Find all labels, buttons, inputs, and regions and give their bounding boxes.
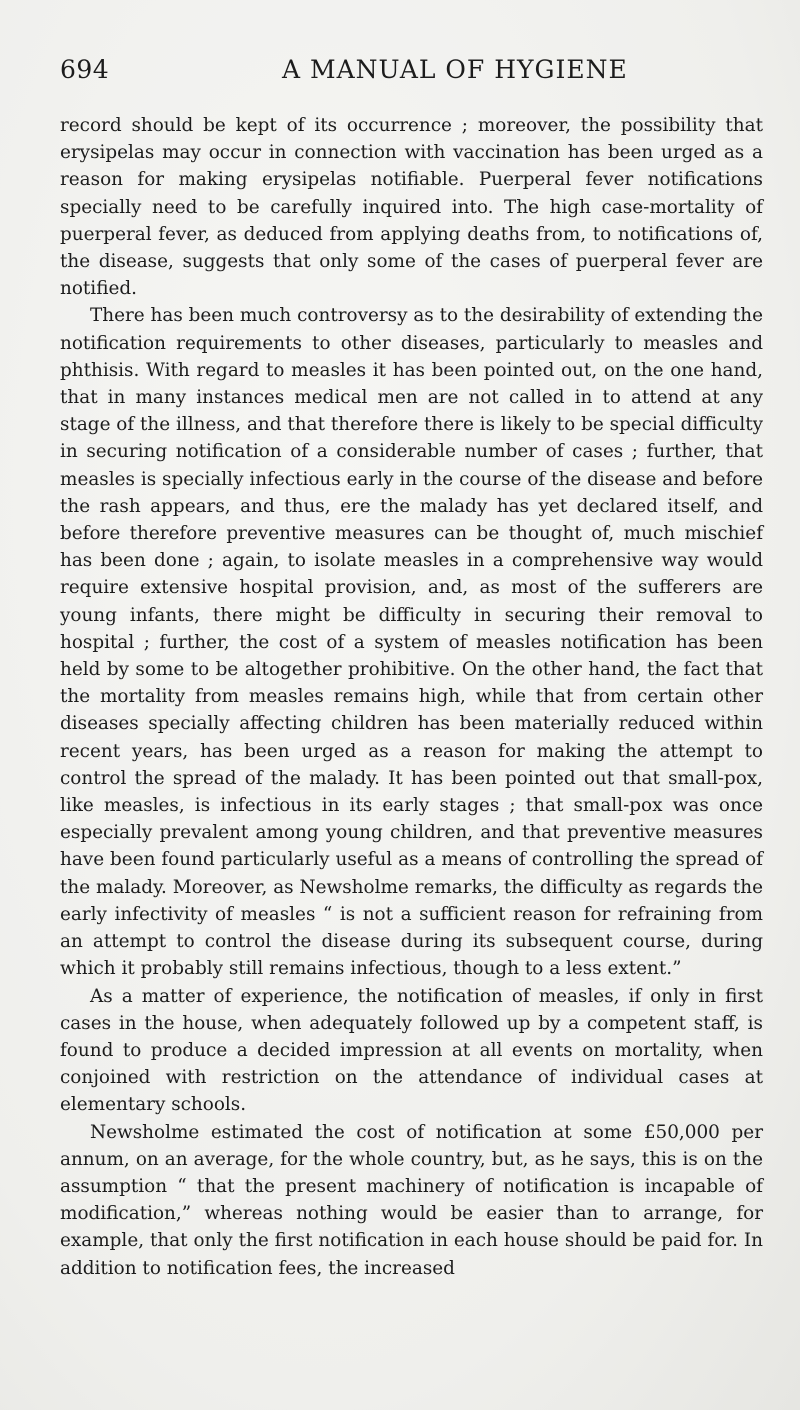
paragraph-experience: As a matter of experience, the notification of measles, if only in first cases in the house, when adequately followed up by a competent staff, is found to produce a decided impression at all events on mortality, when conjoined with restriction on the attendance of individual cases at elementary schools. (60, 985, 763, 1116)
page-header (60, 55, 740, 95)
paragraph-notification-controversy: There has been much controversy as to the desirability of extending the notification requirements to other diseases, particularly to measles and phthisis. With regard to measles it has been pointed out, on the one hand, that in many instances medical men are not called in to attend at any stage of the illness, and that therefore there is likely to be special difficulty in securing notification of a considerable number of cases ; further, that measles is specially infectious early in the course of the disease and before the rash appears, and thus, ere the malady has yet declared itself, and before therefore preventive measures can be thought of, much mischief has been done ; again, to isolate measles in a comprehensive way would require extensive hospital provision, and, as most of the sufferers are young infants, there might be difficulty in securing their removal to hospital ; further, the cost of a system of measles notification has been held by some to be altogether prohibitive. On the other hand, the fact that the mortality from measles remains high, while that from certain other diseases specially affecting children has been materially reduced within recent years, has been urged as a reason for making the attempt to control the spread of the malady. It has been pointed out that small-pox, like measles, is infectious in its early stages ; that small-pox was once especially prevalent among young children, and that preventive measures have been found particularly useful as a means of controlling the spread of the malady. Moreover, as Newsholme remarks, the difficulty as regards the early infectivity of measles “ is not a sufficient reason for refraining from an attempt to control the disease during its subsequent course, during which it probably still remains infectious, though to a less extent.” (60, 305, 763, 980)
paragraph-continuation: record should be kept of its occurrence ; moreover, the possibility that erysipelas may occur in connection with vaccination has been urged as a reason for making erysipelas notifiable. Puerperal fever notifications specially need to be carefully inquired into. The high case-mortality of puerperal fever, as deduced from applying deaths from, to notifications of, the disease, suggests that only some of the cases of puerperal fever are notified. (60, 115, 763, 300)
page-number: 694 (60, 55, 110, 84)
paragraph-cost-estimate: Newsholme estimated the cost of notification at some £50,000 per annum, on an average, for the whole country, but, as he says, this is on the assumption “ that the present machinery of notification is incapable of modification,” whereas nothing would be easier than to arrange, for example, that only the first notification in each house should be paid for. In addition to notification fees, the increased (60, 1121, 763, 1279)
running-title: A MANUAL OF HYGIENE (282, 55, 628, 84)
body-text (60, 112, 763, 1282)
